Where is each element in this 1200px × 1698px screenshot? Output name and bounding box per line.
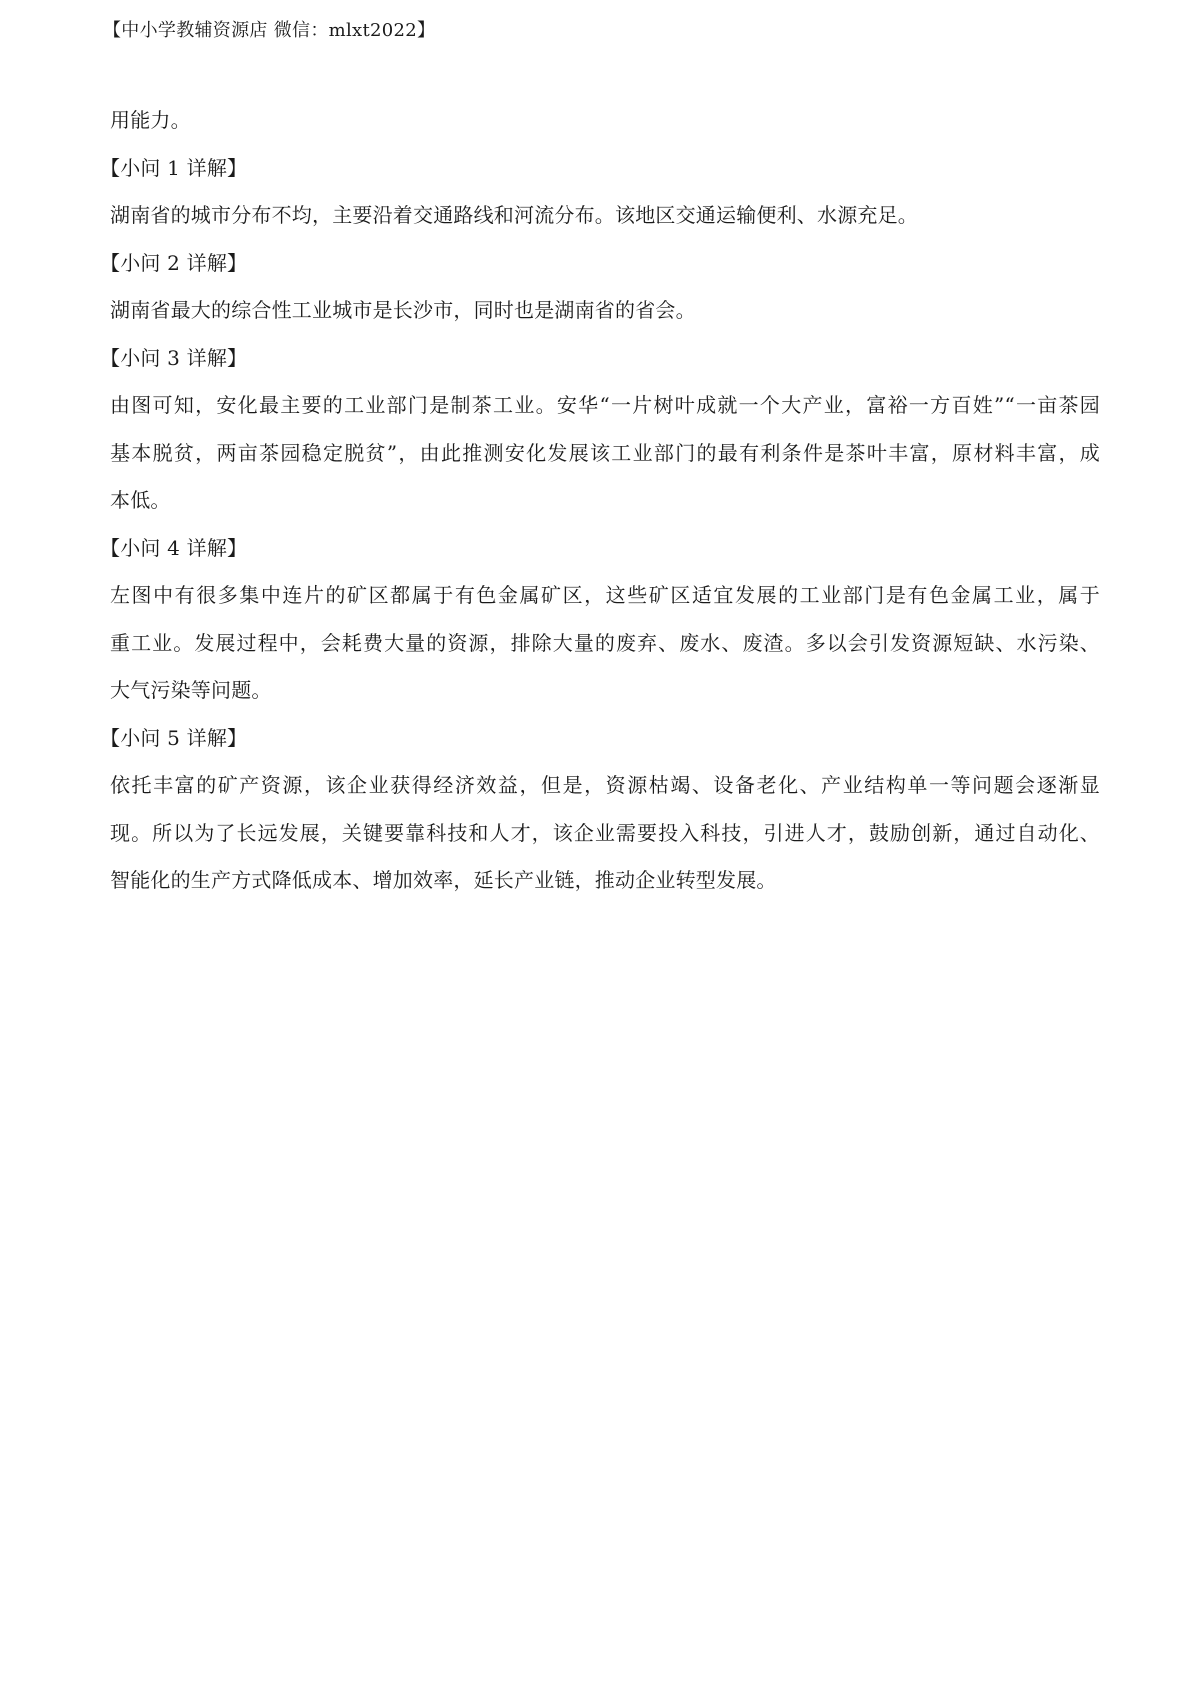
paragraph-line: 重工业。发展过程中，会耗费大量的资源，排除大量的废弃、废水、废渣。多以会引发资源短缺、水污染、 (110, 630, 1100, 655)
answer-section-2 (100, 240, 1100, 335)
section-paragraph (110, 762, 1100, 905)
paragraph-line: 大气污染等问题。 (110, 678, 272, 702)
paragraph-line: 现。所以为了长远发展，关键要靠科技和人才，该企业需要投入科技，引进人才，鼓励创新，通过自动化、 (110, 820, 1100, 845)
paragraph-line: 左图中有很多集中连片的矿区都属于有色金属矿区，这些矿区适宜发展的工业部门是有色金属工业，属于 (110, 583, 1100, 607)
paragraph-line: 本低。 (110, 488, 171, 512)
paragraph-line: 湖南省最大的综合性工业城市是长沙市，同时也是湖南省的省会。 (110, 298, 696, 322)
answer-section-5 (100, 715, 1100, 905)
section-heading: 【小问 3 详解】 (100, 345, 248, 370)
section-heading: 【小问 1 详解】 (100, 155, 248, 180)
answer-section-3 (100, 335, 1100, 525)
section-paragraph (110, 192, 1100, 240)
section-heading: 【小问 4 详解】 (100, 535, 248, 560)
section-paragraph (110, 287, 1100, 335)
paragraph-line: 智能化的生产方式降低成本、增加效率，延长产业链，推动企业转型发展。 (110, 868, 777, 892)
section-heading: 【小问 2 详解】 (100, 250, 248, 275)
answer-section-4 (100, 525, 1100, 715)
intro-line: 用能力。 (110, 108, 191, 132)
paragraph-line: 湖南省的城市分布不均，主要沿着交通路线和河流分布。该地区交通运输便利、水源充足。 (110, 203, 918, 227)
section-paragraph (110, 572, 1100, 715)
paragraph-line: 基本脱贫，两亩茶园稳定脱贫”，由此推测安化发展该工业部门的最有利条件是茶叶丰富，原材料丰富，成 (110, 440, 1100, 465)
section-paragraph (110, 382, 1100, 525)
paragraph-line: 由图可知，安化最主要的工业部门是制茶工业。安华“一片树叶成就一个大产业，富裕一方百姓”“一亩茶园 (110, 393, 1100, 417)
page-header: 【中小学教辅资源店 微信：mlxt2022】 (103, 20, 436, 41)
paragraph-line: 依托丰富的矿产资源，该企业获得经济效益，但是，资源枯竭、设备老化、产业结构单一等问题会逐渐显 (110, 773, 1100, 797)
section-heading: 【小问 5 详解】 (100, 725, 248, 750)
answer-section-1 (100, 145, 1100, 240)
document-body (100, 97, 1100, 905)
